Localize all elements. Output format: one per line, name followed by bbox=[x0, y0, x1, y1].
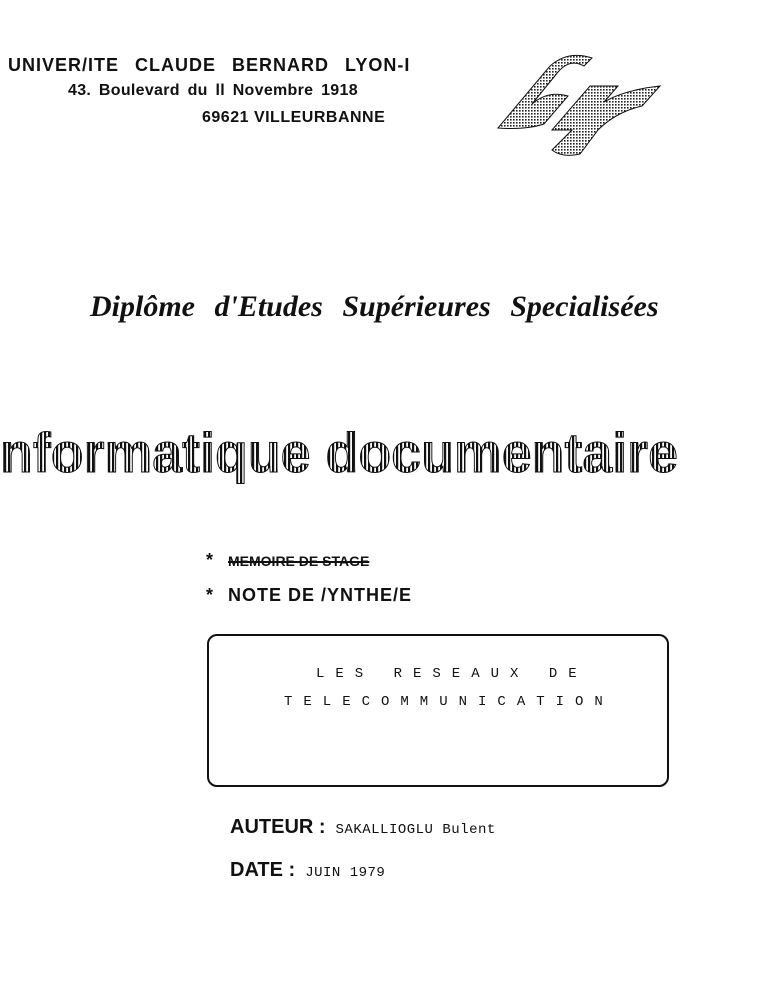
date-value: JUIN 1979 bbox=[305, 865, 386, 881]
document-type-label: NOTE DE /YNTHE/E bbox=[228, 585, 413, 605]
diploma-title: Diplôme d'Etudes Supérieures Specialisées bbox=[90, 290, 659, 323]
document-type-synthesis bbox=[206, 585, 412, 606]
university-address-street: 43. Boulevard du ll Novembre 1918 bbox=[68, 82, 358, 99]
university-address-city: 69621 VILLEURBANNE bbox=[202, 109, 386, 126]
bullet-asterisk: * bbox=[206, 585, 215, 605]
author-label: AUTEUR : bbox=[230, 816, 326, 838]
program-banner bbox=[0, 420, 690, 492]
university-logo bbox=[492, 50, 672, 162]
document-type-internship bbox=[206, 550, 369, 571]
date-label: DATE : bbox=[230, 859, 296, 881]
author-row bbox=[230, 816, 496, 839]
title-box bbox=[207, 634, 669, 787]
title-line-1: LES RESEAUX DE bbox=[316, 666, 588, 682]
program-banner-text: nformatique documentaire bbox=[0, 421, 678, 484]
bullet-asterisk: * bbox=[206, 550, 215, 570]
document-type-label: MEMOIRE DE STAGE bbox=[228, 553, 370, 569]
university-name: UNIVER/ITE CLAUDE BERNARD LYON-I bbox=[8, 55, 411, 75]
author-name: SAKALLIOGLU Bulent bbox=[335, 822, 496, 838]
title-line-2: TELECOMMUNICATION bbox=[284, 694, 614, 710]
date-row bbox=[230, 859, 385, 882]
